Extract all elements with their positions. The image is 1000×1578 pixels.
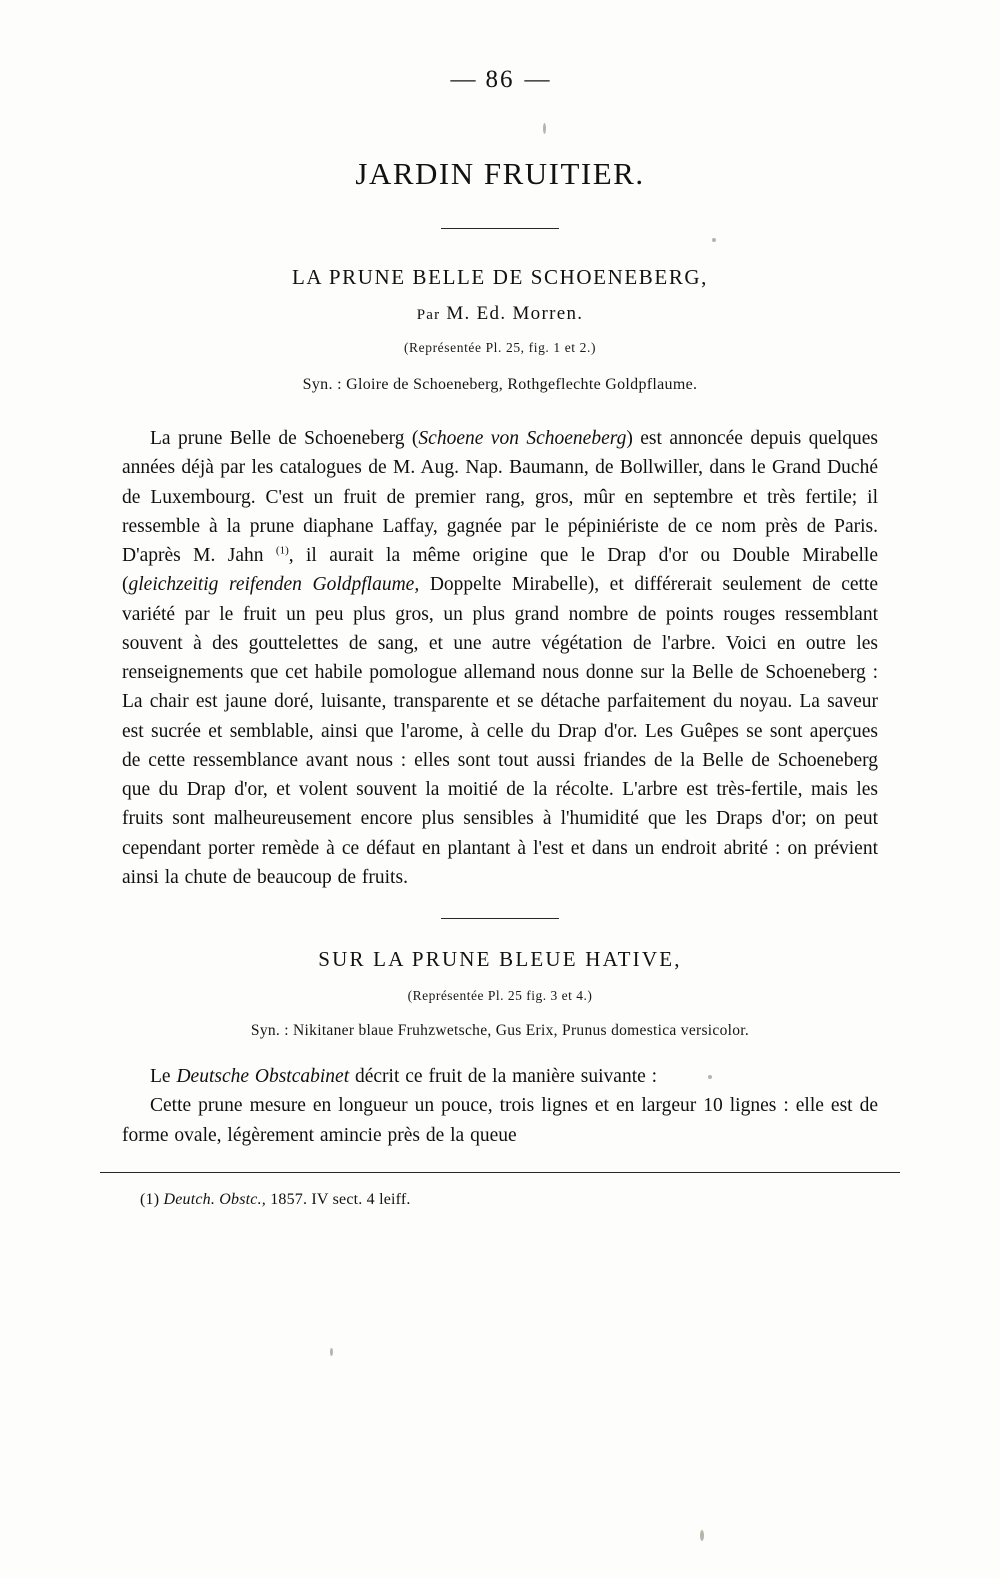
footnote-marker: (1)	[140, 1190, 160, 1208]
article-byline-1	[0, 303, 1000, 325]
footnote-source-title: Deutch. Obstc.,	[163, 1190, 266, 1208]
footnote-1	[140, 1191, 1000, 1209]
scan-speck	[712, 238, 716, 242]
article-title-2: SUR LA PRUNE BLEUE HATIVE,	[318, 947, 682, 971]
scan-speck	[700, 1530, 704, 1541]
page-number-dash-right: —	[524, 66, 550, 93]
footnote-source-detail: 1857. IV sect. 4 leiff.	[270, 1190, 411, 1208]
scan-speck	[330, 1348, 333, 1356]
paragraph: La prune Belle de Schoeneberg (Schoene von Schoeneberg) est annoncée depuis quelques années déjà par les catalogues de M. Aug. Nap. Baumann, de Bollwiller, dans le Grand Duché de Luxembourg. C'est un fruit de premier rang, gros, mûr en septembre et très fertile; il ressemble à la prune diaphane Laffay, gagnée par le pépiniériste de ce nom près de Paris. D'après M. Jahn $^{(1)}$, il aurait la même origine que le Drap d'or ou Double Mirabelle (gleichzeitig reifenden Goldpflaume, Doppelte Mirabelle), et différerait seulement de cette variété par le fruit un peu plus gros, un plus grand nombre de points rouges ressemblant souvent à des gouttelettes de sang, et une autre végétation de l'arbre. Voici en outre les renseignements que cet habile pomologue allemand nous donne sur la Belle de Schoeneberg : La chair est jaune doré, luisante, transparente et se détache parfaitement du noyau. La saveur est sucrée et semblable, ainsi que l'arome, à celle du Drap d'or. Les Guêpes se sont aperçues de cette ressemblance avant nous : elles sont tout aussi friandes de la Belle de Schoeneberg que du Drap d'or, et volent souvent la moitié de la récolte. L'arbre est très-fertile, mais les fruits sont malheureusement encore plus sensibles à l'humidité que les Draps d'or; on peut cependant porter remède à ce défaut en plantant à l'est et dans un endroit abrité : on prévient ainsi la chute de beaucoup de fruits.	[122, 428, 878, 888]
synonyms-2: Syn. : Nikitaner blaue Fruhzwetsche, Gus Erix, Prunus domestica versicolor.	[250, 1022, 750, 1039]
article-title-1: LA PRUNE BELLE DE SCHOENEBERG,	[291, 265, 709, 289]
page-number-dash-left: —	[450, 66, 476, 93]
footnote-divider	[100, 1172, 900, 1173]
article-body-2	[122, 1062, 878, 1150]
page-number-value: 86	[485, 66, 515, 93]
plate-reference-2: (Représentée Pl. 25 fig. 3 et 4.)	[407, 988, 593, 1003]
byline-author-name: M. Ed. Morren.	[446, 303, 584, 324]
byline-par-label: Par	[416, 307, 441, 323]
paragraph: Cette prune mesure en longueur un pouce, trois lignes et en largeur 10 lignes : elle est de forme ovale, légèrement amincie près de la queue	[122, 1095, 878, 1146]
page-number	[0, 0, 1000, 94]
scan-speck	[708, 1075, 712, 1079]
article-body-1	[122, 424, 878, 892]
paragraph: Le Deutsche Obstcabinet décrit ce fruit de la manière suivante :	[150, 1066, 658, 1087]
plate-reference-1: (Représentée Pl. 25, fig. 1 et 2.)	[403, 340, 597, 355]
divider-rule-middle	[441, 918, 559, 919]
divider-rule-top	[441, 228, 559, 229]
section-heading: JARDIN FRUITIER.	[355, 156, 645, 191]
synonyms-1: Syn. : Gloire de Schoeneberg, Rothgeflechte Goldpflaume.	[302, 376, 698, 393]
scan-speck	[543, 123, 546, 134]
